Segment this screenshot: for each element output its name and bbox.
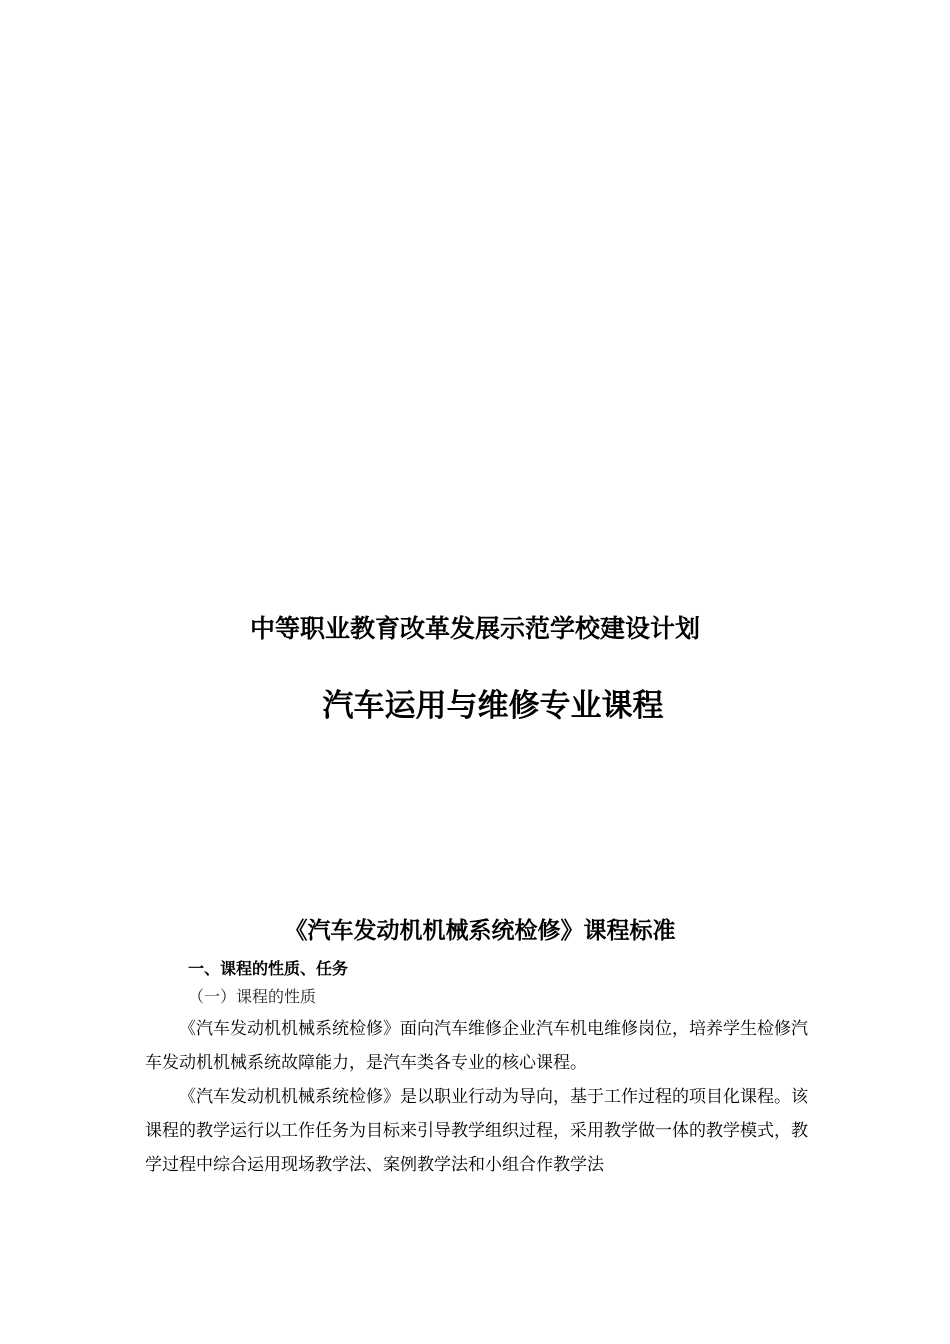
body-paragraph: 《汽车发动机机械系统检修》面向汽车维修企业汽车机电维修岗位，培养学生检修汽车发动机机械系统故障能力，是汽车类各专业的核心课程。 [145, 1019, 808, 1073]
section-heading-nature-tasks: 一、课程的性质、任务 [188, 959, 349, 978]
course-standard-title: 《汽车发动机机械系统检修》课程标准 [284, 918, 676, 944]
document-title-line1: 中等职业教育改革发展示范学校建设计划 [249, 614, 700, 643]
subsection-heading-nature: （一）课程的性质 [188, 987, 317, 1006]
body-paragraph: 《汽车发动机机械系统检修》是以职业行动为导向，基于工作过程的项目化课程。该课程的教学运行以工作任务为目标来引导教学组织过程，采用教学做一体的教学模式，教学过程中综合运用现场教学法、案例教学法和小组合作教学法 [145, 1087, 808, 1175]
document-title-line2: 汽车运用与维修专业课程 [322, 688, 664, 724]
